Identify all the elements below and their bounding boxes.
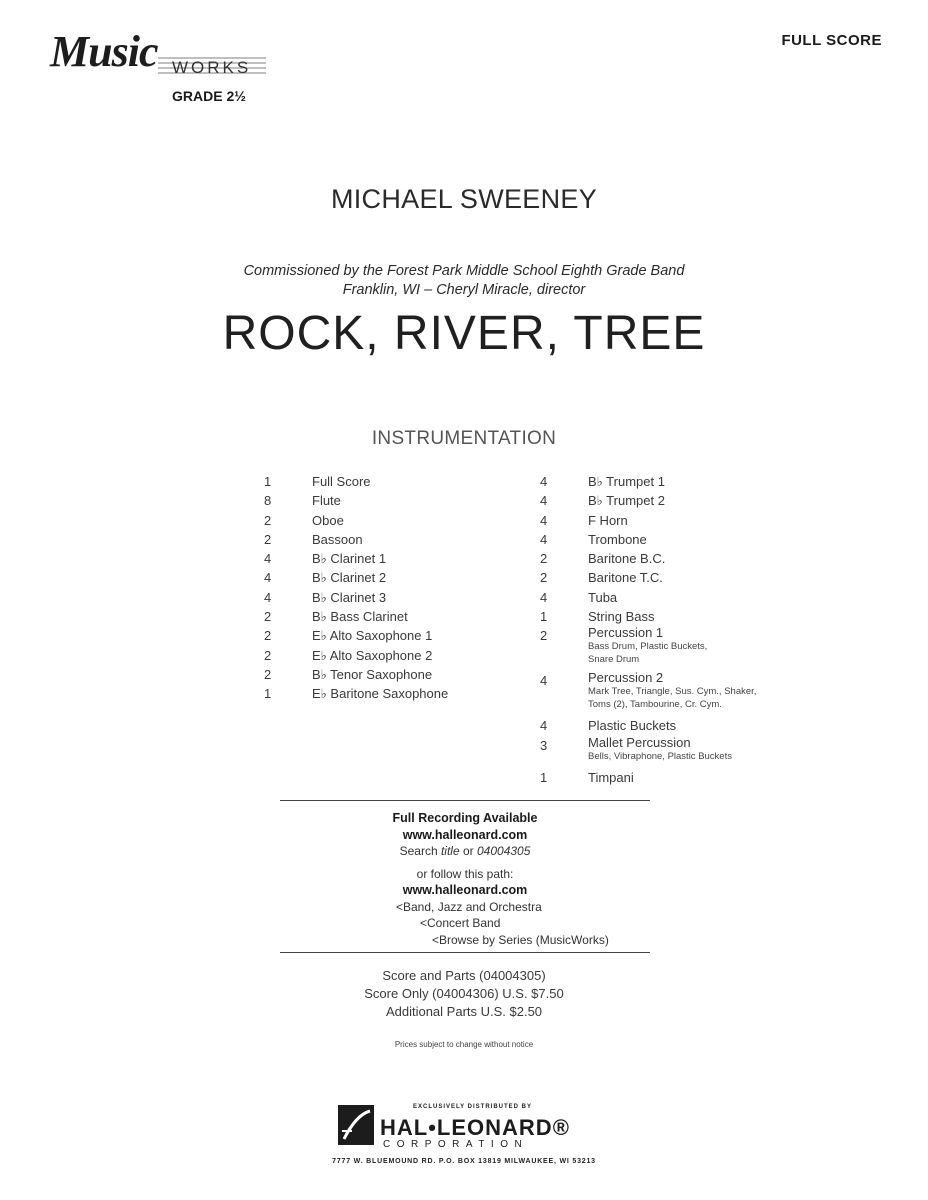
instrument-quantity: 4 — [264, 570, 272, 586]
corporation-label: CORPORATION — [383, 1139, 529, 1150]
instrument-quantity: 1 — [264, 686, 272, 702]
follow-path-label: or follow this path: — [416, 866, 514, 881]
commission-line-2: Franklin, WI – Cheryl Miracle, director — [342, 282, 586, 298]
divider-top — [280, 800, 650, 801]
piece-title: ROCK, RIVER, TREE — [222, 307, 706, 360]
instrument-name: Percussion 2 — [588, 670, 664, 686]
instrument-entry — [312, 549, 504, 568]
instrument-name: Full Score — [312, 474, 371, 489]
instrument-row — [530, 607, 820, 626]
instrument-name: B♭ Tenor Saxophone — [312, 666, 433, 682]
instrument-entry — [588, 549, 820, 568]
instrument-quantity: 1 — [264, 474, 272, 489]
instrument-row — [254, 626, 504, 645]
instrument-quantity: 4 — [540, 589, 548, 605]
instrument-row — [254, 684, 504, 703]
instrument-name: B♭ Trumpet 2 — [588, 493, 665, 509]
recording-url-link[interactable]: www.halleonard.com — [402, 827, 528, 842]
instrument-entry — [588, 530, 820, 549]
instrument-row — [254, 665, 504, 684]
instrument-detail: Bells, Vibraphone, Plastic Buckets — [588, 750, 732, 762]
instrument-row — [530, 491, 820, 510]
instrument-row — [530, 472, 820, 491]
instrument-quantity: 2 — [264, 628, 272, 644]
instrument-quantity: 4 — [264, 589, 272, 605]
instrument-list-right — [530, 472, 820, 787]
path-step-3: <Browse by Series (MusicWorks) — [432, 932, 609, 947]
instrument-row — [254, 549, 504, 568]
instrument-quantity: 8 — [264, 493, 272, 509]
instrument-row — [530, 626, 820, 666]
instrument-row — [254, 511, 504, 530]
instrument-entry — [312, 588, 504, 607]
search-title-word: title — [440, 844, 460, 858]
instrument-quantity: 2 — [264, 531, 272, 547]
logo-swoosh-icon — [338, 1105, 374, 1145]
instrument-entry — [312, 607, 504, 626]
grade-label: GRADE 2½ — [172, 88, 246, 104]
instrument-row — [254, 607, 504, 626]
instrument-name: Tuba — [588, 589, 618, 605]
path-step-1: <Band, Jazz and Orchestra — [396, 899, 542, 914]
instrument-entry — [588, 626, 820, 666]
instrument-quantity: 4 — [540, 493, 548, 509]
instrument-row — [254, 491, 504, 510]
instrument-entry — [312, 626, 504, 645]
instrument-name: Baritone T.C. — [588, 570, 663, 586]
instrument-row — [254, 646, 504, 665]
instrument-row — [530, 588, 820, 607]
instrument-row — [530, 568, 820, 587]
pricing-info — [0, 967, 928, 1021]
instrument-row — [530, 671, 820, 711]
path-url-link[interactable]: www.halleonard.com — [402, 883, 528, 897]
instrument-row — [530, 549, 820, 568]
instrument-entry — [588, 588, 820, 607]
logo-script-text: Music — [50, 27, 158, 76]
recording-heading: Full Recording Available — [392, 811, 538, 825]
instrument-entry — [312, 665, 504, 684]
instrument-name: E♭ Alto Saxophone 1 — [312, 628, 433, 644]
instrument-entry — [312, 684, 504, 703]
instrument-name: B♭ Clarinet 2 — [312, 570, 387, 586]
instrument-entry — [312, 646, 504, 665]
instrument-quantity: 4 — [540, 531, 548, 547]
instrument-entry — [588, 568, 820, 587]
company-name: HAL•LEONARD® — [380, 1115, 570, 1140]
instrument-quantity: 4 — [264, 551, 272, 567]
search-prefix: Search — [399, 844, 441, 858]
company-address: 7777 W. BLUEMOUND RD. P.O. BOX 13819 MILWAUKEE, WI 53213 — [332, 1158, 596, 1165]
instrument-entry — [588, 607, 820, 626]
instrument-row — [254, 472, 504, 491]
instrument-entry — [312, 530, 504, 549]
distributed-label: EXCLUSIVELY DISTRIBUTED BY — [413, 1104, 533, 1110]
instrument-row — [530, 511, 820, 530]
hal-leonard-logo-icon — [338, 1105, 374, 1145]
instrument-detail: Snare Drum — [588, 654, 640, 666]
instrument-name: B♭ Trumpet 1 — [588, 474, 665, 489]
price-line-2: Score Only (04004306) U.S. $7.50 — [364, 986, 564, 1001]
divider-bottom — [280, 952, 650, 953]
instrument-detail: Bass Drum, Plastic Buckets, — [588, 641, 708, 653]
instrument-name: Flute — [312, 493, 341, 509]
instrument-entry — [588, 671, 820, 711]
instrument-name: B♭ Clarinet 1 — [312, 551, 387, 567]
instrument-row — [254, 568, 504, 587]
instrument-name: E♭ Alto Saxophone 2 — [312, 647, 433, 663]
path-step-2: <Concert Band — [420, 916, 501, 930]
instrument-name: Bassoon — [312, 531, 363, 547]
composer-name: MICHAEL SWEENEY — [330, 184, 598, 214]
instrument-name: B♭ Bass Clarinet — [312, 609, 408, 625]
instrument-entry — [588, 511, 820, 530]
instrumentation-heading: INSTRUMENTATION — [371, 428, 557, 449]
commission-line-1: Commissioned by the Forest Park Middle School Eighth Grade Band — [243, 263, 685, 279]
instrument-name: Trombone — [588, 531, 647, 547]
price-line-1: Score and Parts (04004305) — [382, 968, 546, 983]
instrument-name: Baritone B.C. — [588, 551, 666, 567]
instrument-row — [254, 588, 504, 607]
instrument-quantity: 1 — [540, 609, 548, 625]
search-code: 04004305 — [477, 844, 531, 858]
instrument-list-left — [254, 472, 504, 704]
instrument-entry — [588, 716, 820, 735]
logo-works-text: WORKS — [172, 58, 252, 77]
instrument-detail: Toms (2), Tambourine, Cr. Cym. — [588, 699, 722, 711]
instrument-quantity: 2 — [264, 666, 272, 682]
instrument-name: String Bass — [588, 609, 655, 625]
instrument-entry — [312, 568, 504, 587]
instrument-quantity: 2 — [264, 647, 272, 663]
instrument-name: Timpani — [588, 769, 634, 785]
instrument-entry — [588, 768, 820, 787]
instrument-quantity: 3 — [540, 737, 548, 753]
price-line-3: Additional Parts U.S. $2.50 — [385, 1004, 543, 1019]
instrument-quantity: 2 — [540, 570, 548, 586]
instrument-quantity: 2 — [540, 551, 548, 567]
instrument-quantity: 1 — [540, 769, 548, 785]
instrument-name: B♭ Clarinet 3 — [312, 589, 387, 605]
instrument-entry — [312, 472, 504, 491]
search-or: or — [459, 844, 477, 858]
commission-note — [0, 262, 928, 300]
instrument-detail: Mark Tree, Triangle, Sus. Cym., Shaker, — [588, 686, 757, 698]
instrument-entry — [588, 472, 820, 491]
recording-info — [280, 810, 650, 948]
instrument-quantity: 4 — [540, 474, 548, 489]
instrument-name: F Horn — [588, 512, 628, 528]
instrument-entry — [312, 511, 504, 530]
instrument-row — [530, 530, 820, 549]
instrument-row — [254, 530, 504, 549]
instrument-quantity: 4 — [540, 718, 548, 734]
instrument-name: Percussion 1 — [588, 625, 664, 641]
score-type-label: FULL SCORE — [781, 32, 882, 49]
instrument-row — [530, 736, 820, 763]
instrument-name: Mallet Percussion — [588, 734, 691, 750]
instrument-entry — [588, 736, 820, 763]
instrument-name: Plastic Buckets — [588, 718, 677, 734]
instrument-quantity: 2 — [264, 609, 272, 625]
instrument-name: Oboe — [312, 512, 344, 528]
musicworks-logo — [50, 27, 280, 120]
instrument-quantity: 2 — [540, 628, 548, 644]
instrument-quantity: 4 — [540, 512, 548, 528]
price-notice: Prices subject to change without notice — [394, 1040, 534, 1049]
instrument-name: E♭ Baritone Saxophone — [312, 686, 449, 702]
instrument-entry — [588, 491, 820, 510]
instrument-entry — [312, 491, 504, 510]
instrument-row — [530, 768, 820, 787]
search-hint — [280, 843, 650, 860]
instrument-row — [530, 716, 820, 735]
instrument-quantity: 4 — [540, 673, 548, 689]
instrument-quantity: 2 — [264, 512, 272, 528]
